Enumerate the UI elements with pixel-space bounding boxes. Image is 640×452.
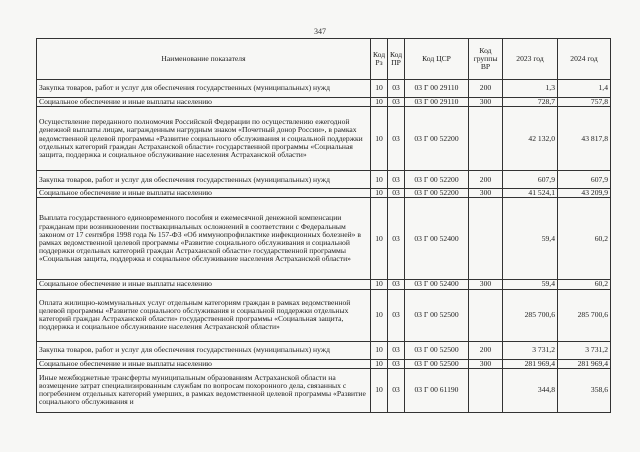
row-2024: 607,9	[558, 171, 611, 189]
row-rz: 10	[371, 341, 388, 359]
row-rz: 10	[371, 80, 388, 98]
row-csr: 03 Г 00 52400	[405, 198, 469, 280]
row-2024: 757,8	[558, 98, 611, 107]
page-number: 347	[314, 27, 326, 36]
row-vr: 300	[469, 280, 503, 289]
row-rz: 10	[371, 189, 388, 198]
row-pr: 03	[388, 171, 405, 189]
row-csr: 03 Г 00 61190	[405, 368, 469, 412]
row-rz: 10	[371, 98, 388, 107]
row-pr: 03	[388, 98, 405, 107]
budget-table	[36, 38, 611, 413]
row-2024: 60,2	[558, 198, 611, 280]
row-pr: 03	[388, 341, 405, 359]
row-2023: 728,7	[503, 98, 558, 107]
row-vr	[469, 107, 503, 171]
row-2023: 42 132,0	[503, 107, 558, 171]
row-rz: 10	[371, 198, 388, 280]
row-rz: 10	[371, 171, 388, 189]
row-name: Выплата государственного единовременного пособия и ежемесячной денежной компенсации гражданам при возникновении поствакцинальных осложнений в соответствии с Федеральным законом от 17 сентября 1998 года № 157-ФЗ «Об иммунопрофилактике инфекционных болезней» в рамках ведомственной целевой программы «Развитие социального обслуживания и социальной поддержки отдельных категорий граждан Астраханской области» государственной программы «Социальная защита, поддержка и социальное обслуживание населения Астраханской области»	[37, 198, 371, 280]
row-rz: 10	[371, 107, 388, 171]
row-2024: 60,2	[558, 280, 611, 289]
header-name: Наименование показателя	[37, 39, 371, 80]
row-name: Социальное обеспечение и иные выплаты населению	[37, 189, 371, 198]
table-row	[37, 171, 611, 189]
header-2023: 2023 год	[503, 39, 558, 80]
row-name: Социальное обеспечение и иные выплаты населению	[37, 280, 371, 289]
table-row	[37, 280, 611, 289]
row-2023: 59,4	[503, 280, 558, 289]
row-vr: 300	[469, 189, 503, 198]
row-vr: 300	[469, 98, 503, 107]
row-csr: 03 Г 00 52500	[405, 341, 469, 359]
header-2024: 2024 год	[558, 39, 611, 80]
header-rz: Код Рз	[371, 39, 388, 80]
row-2023: 59,4	[503, 198, 558, 280]
row-vr: 200	[469, 171, 503, 189]
row-2023: 344,8	[503, 368, 558, 412]
row-2024: 43 817,8	[558, 107, 611, 171]
row-vr	[469, 289, 503, 341]
row-vr: 200	[469, 80, 503, 98]
table-row	[37, 359, 611, 368]
row-2024: 43 209,9	[558, 189, 611, 198]
row-name: Социальное обеспечение и иные выплаты населению	[37, 359, 371, 368]
row-rz: 10	[371, 289, 388, 341]
row-name: Закупка товаров, работ и услуг для обеспечения государственных (муниципальных) нужд	[37, 80, 371, 98]
row-csr: 03 Г 00 29110	[405, 98, 469, 107]
header-vr: Код группы ВР	[469, 39, 503, 80]
row-pr: 03	[388, 198, 405, 280]
row-2023: 41 524,1	[503, 189, 558, 198]
row-2023: 281 969,4	[503, 359, 558, 368]
table-row	[37, 189, 611, 198]
row-pr: 03	[388, 368, 405, 412]
row-csr: 03 Г 00 29110	[405, 80, 469, 98]
row-2024: 281 969,4	[558, 359, 611, 368]
row-vr: 200	[469, 341, 503, 359]
table-row	[37, 198, 611, 280]
row-2024: 1,4	[558, 80, 611, 98]
header-pr: Код ПР	[388, 39, 405, 80]
row-csr: 03 Г 00 52400	[405, 280, 469, 289]
row-2023: 607,9	[503, 171, 558, 189]
row-name: Иные межбюджетные трансферты муниципальным образованиям Астраханской области на возмещение затрат специализированным службам по вопросам похоронного дела, связанных с погребением отдельных категорий умерших, в рамках ведомственной целевой программы «Развитие социального обслуживания и	[37, 368, 371, 412]
table-row	[37, 80, 611, 98]
row-2024: 285 700,6	[558, 289, 611, 341]
row-rz: 10	[371, 280, 388, 289]
row-csr: 03 Г 00 52500	[405, 289, 469, 341]
row-pr: 03	[388, 280, 405, 289]
row-2023: 3 731,2	[503, 341, 558, 359]
row-2024: 358,6	[558, 368, 611, 412]
header-csr: Код ЦСР	[405, 39, 469, 80]
row-csr: 03 Г 00 52200	[405, 171, 469, 189]
row-csr: 03 Г 00 52200	[405, 189, 469, 198]
row-csr: 03 Г 00 52200	[405, 107, 469, 171]
row-vr	[469, 368, 503, 412]
table-row	[37, 107, 611, 171]
row-name: Закупка товаров, работ и услуг для обеспечения государственных (муниципальных) нужд	[37, 171, 371, 189]
row-name: Оплата жилищно-коммунальных услуг отдельным категориям граждан в рамках ведомственной целевой программы «Развитие социального обслуживания и социальной поддержки отдельных категорий граждан Астраханской области» государственной программы «Социальная защита, поддержка и социальное обслуживание населения Астраханской области»	[37, 289, 371, 341]
row-pr: 03	[388, 80, 405, 98]
row-pr: 03	[388, 359, 405, 368]
table-row	[37, 341, 611, 359]
row-name: Осуществление переданного полномочия Российской Федерации по осуществлению ежегодной денежной выплаты лицам, награжденным нагрудным знаком «Почетный донор России», в рамках ведомственной целевой программы «Развитие социального обслуживания и социальной поддержки отдельных категорий граждан Астраханской области» государственной программы «Социальная защита, поддержка и социальное обслуживание населения Астраханской области»	[37, 107, 371, 171]
row-rz: 10	[371, 368, 388, 412]
table-row	[37, 98, 611, 107]
row-2024: 3 731,2	[558, 341, 611, 359]
row-rz: 10	[371, 359, 388, 368]
row-pr: 03	[388, 107, 405, 171]
row-name: Социальное обеспечение и иные выплаты населению	[37, 98, 371, 107]
table-row	[37, 368, 611, 412]
row-2023: 1,3	[503, 80, 558, 98]
table-row	[37, 289, 611, 341]
row-name: Закупка товаров, работ и услуг для обеспечения государственных (муниципальных) нужд	[37, 341, 371, 359]
row-pr: 03	[388, 289, 405, 341]
row-vr: 300	[469, 359, 503, 368]
table-header-row	[37, 39, 611, 80]
row-2023: 285 700,6	[503, 289, 558, 341]
row-pr: 03	[388, 189, 405, 198]
row-vr	[469, 198, 503, 280]
row-csr: 03 Г 00 52500	[405, 359, 469, 368]
